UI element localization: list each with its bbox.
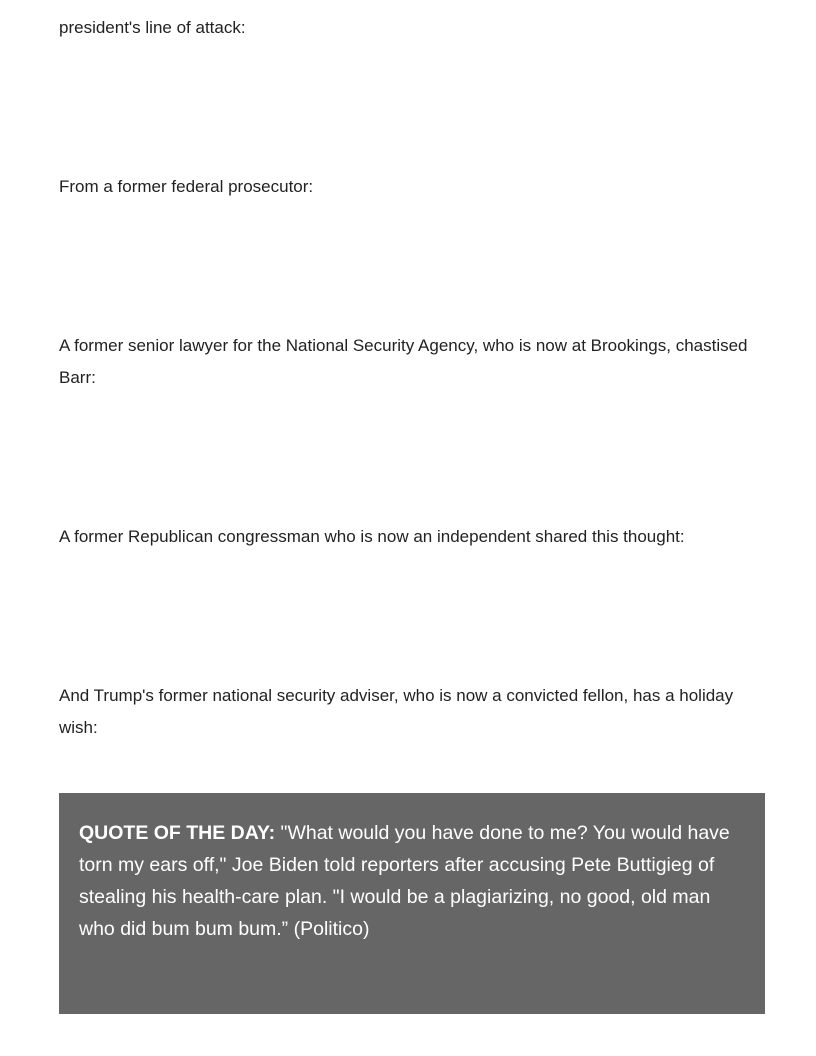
paragraph-security-adviser: And Trump's former national security adviser, who is now a convicted fellon, has a holiday wish:: [59, 686, 734, 737]
quote-of-the-day-body: "What would you have done to me? You would have torn my ears off," Joe Biden told reporters after accusing Pete Buttigieg of stealing his health-care plan. "I would be a plagiarizing, no good, old man who did bum bum bum.” (Politico): [79, 822, 730, 940]
quote-of-the-day-text: [79, 817, 745, 945]
paragraph-federal-prosecutor: From a former federal prosecutor:: [59, 177, 314, 196]
paragraph-nsa-lawyer: A former senior lawyer for the National Security Agency, who is now at Brookings, chastised Barr:: [59, 336, 748, 387]
quote-of-the-day-box: [59, 793, 765, 1014]
paragraph-republican-congressman: A former Republican congressman who is now an independent shared this thought:: [59, 527, 685, 546]
paragraph-attack-line: president's line of attack:: [59, 18, 246, 37]
quote-of-the-day-label: QUOTE OF THE DAY:: [79, 822, 276, 844]
